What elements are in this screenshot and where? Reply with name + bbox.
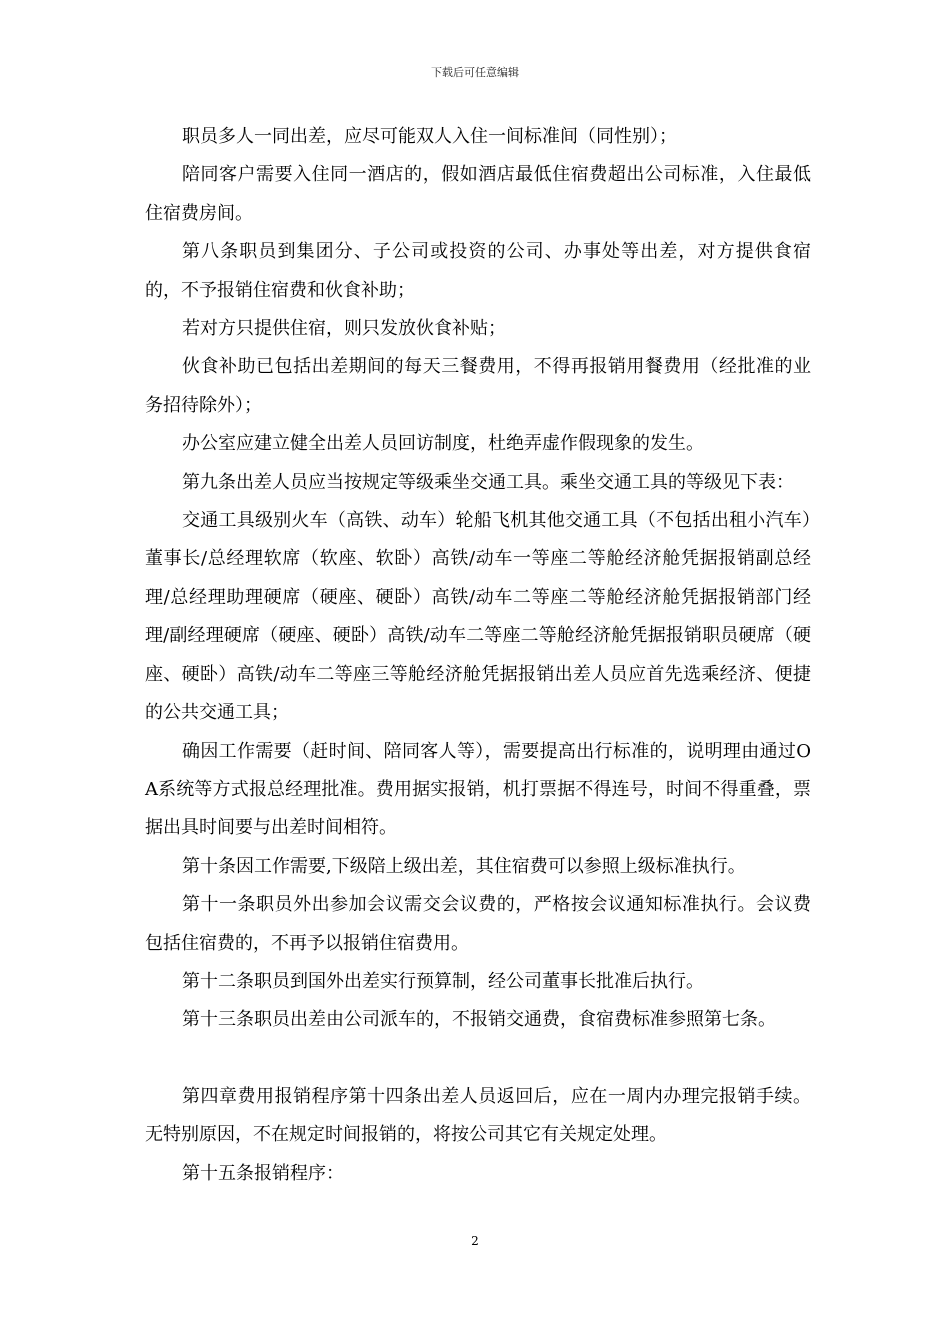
page-header: 下载后可任意编辑 (431, 66, 519, 79)
paragraph-transport-levels: 交通工具级别火车（高铁、动车）轮船飞机其他交通工具（不包括出租小汽车）董事长/总经理软席（软座、软卧）高铁/动车一等座二等舱经济舱凭据报销副总经理/总经理助理硬席（硬座、硬卧）高铁/动车二等座二等舱经济舱凭据报销部门经理/副经理硬席（硬座、硬卧）高铁/动车二等座二等舱经济舱凭据报销职员硬席（硬座、硬卧）高铁/动车二等座三等舱经济舱凭据报销出差人员应首先选乘经济、便捷的公共交通工具； (145, 510, 811, 724)
paragraph-article-12: 第十二条职员到国外出差实行预算制，经公司董事长批准后执行。 (182, 970, 704, 992)
page-number: 2 (471, 1234, 479, 1248)
paragraph-lodging-only: 若对方只提供住宿，则只发放伙食补贴； (182, 318, 506, 340)
paragraph-article-13: 第十三条职员出差由公司派车的，不报销交通费，食宿费标准参照第七条。 (182, 1009, 776, 1031)
paragraph-article-11: 第十一条职员外出参加会议需交会议费的，严格按会议通知标准执行。会议费包括住宿费的，不再予以报销住宿费用。 (145, 894, 811, 954)
paragraph-article-15: 第十五条报销程序： (182, 1162, 344, 1184)
paragraph-article-10: 第十条因工作需要,下级陪上级出差，其住宿费可以参照上级标准执行。 (182, 855, 746, 877)
paragraph-meal-allowance: 伙食补助已包括出差期间的每天三餐费用，不得再报销用餐费用（经批准的业务招待除外）； (145, 356, 811, 416)
paragraph-article-9: 第九条出差人员应当按规定等级乘坐交通工具。乘坐交通工具的等级见下表： (182, 471, 794, 493)
paragraph-article-8: 第八条职员到集团分、子公司或投资的公司、办事处等出差，对方提供食宿的，不予报销住宿费和伙食补助； (145, 241, 811, 301)
document-body (145, 118, 811, 1193)
paragraph-chapter-4-article-14: 第四章费用报销程序第十四条出差人员返回后，应在一周内办理完报销手续。无特别原因，不在规定时间报销的，将按公司其它有关规定处理。 (145, 1085, 811, 1146)
blank-line (145, 1040, 811, 1078)
paragraph-client-hotel: 陪同客户需要入住同一酒店的，假如酒店最低住宿费超出公司标准，入住最低住宿费房间。 (145, 164, 811, 224)
paragraph-shared-room: 职员多人一同出差，应尽可能双人入住一间标准间（同性别）； (182, 126, 677, 147)
paragraph-followup-system: 办公室应建立健全出差人员回访制度，杜绝弄虚作假现象的发生。 (182, 433, 704, 455)
paragraph-raise-standard: 确因工作需要（赶时间、陪同客人等），需要提高出行标准的，说明理由通过OA系统等方式报总经理批准。费用据实报销，机打票据不得连号，时间不得重叠，票据出具时间要与出差时间相符。 (145, 740, 811, 839)
